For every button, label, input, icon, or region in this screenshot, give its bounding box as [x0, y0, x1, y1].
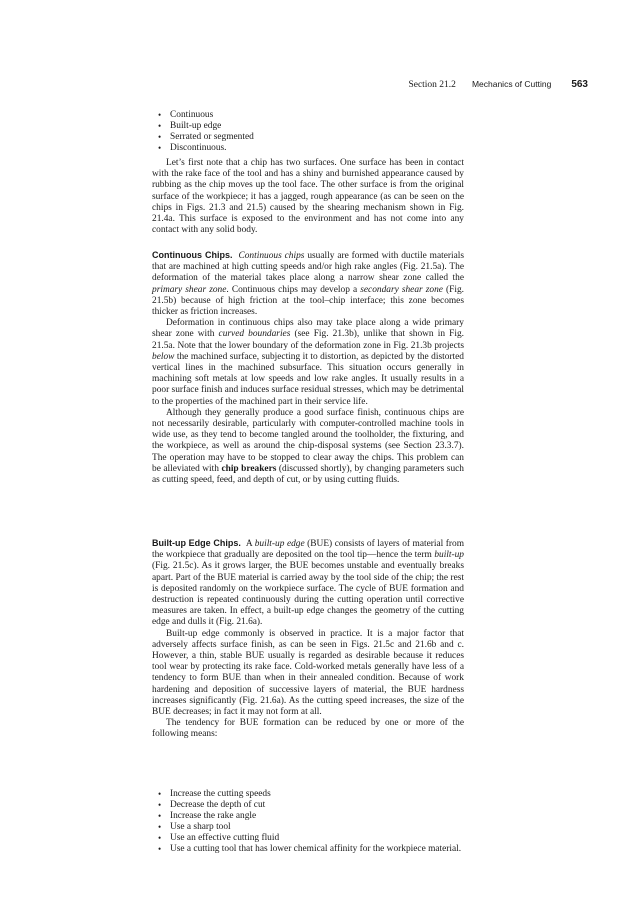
chip-types-list [152, 110, 464, 154]
list-item: • Discontinuous. [152, 143, 464, 154]
bue-paragraph-3: The tendency for BUE formation can be reduced by one or more of the following means: [152, 718, 464, 740]
list-item: • Increase the rake angle [152, 811, 464, 822]
section-heading: Continuous Chips. [152, 250, 233, 260]
intro-section [152, 158, 464, 236]
bue-paragraph-2: Built-up edge commonly is observed in practice. It is a major factor that adversely affects surface finish, as can be seen in Figs. 21.5c and 21.6b and c. However, a thin, stable BUE usually is regarded as desirable because it reduces tool wear by protecting its rake face. Cold-worked metals generally have less of a tendency to form BUE than when in their annealed condition. Because of work hardening and deposition of successive layers of material, the BUE hardness increases significantly (Fig. 21.6a). As the cutting speed increases, the size of the BUE decreases; in fact it may not form at all. [152, 628, 464, 718]
continuous-chips-section [152, 250, 464, 486]
continuous-paragraph-3: Although they generally produce a good surface finish, continuous chips are not necessarily desirable, particularly with computer-controlled machine tools in wide use, as they tend to become tangled around the toolholder, the fixturing, and the workpiece, as well as around the chip-disposal systems (see Section 23.3.7). The operation may have to be stopped to clear away the chips. This problem can be alleviated with chip breakers (discussed shortly), by changing parameters such as cutting speed, feed, and depth of cut, or by using cutting fluids. [152, 407, 464, 486]
bue-measures-list [152, 789, 464, 855]
running-head [408, 78, 588, 91]
list-item: • Increase the cutting speeds [152, 789, 464, 800]
section-heading: Built-up Edge Chips. [152, 538, 241, 548]
intro-paragraph: Let’s first note that a chip has two surfaces. One surface has been in contact with the rake face of the tool and has a shiny and burnished appearance caused by rubbing as the chip moves up the tool face. The other surface is from the original surface of the workpiece; it has a jagged, rough appearance (as can be seen on the chips in Figs. 21.3 and 21.5) caused by the shearing mechanism shown in Fig. 21.4a. This surface is exposed to the environment and has not come into any contact with any solid body. [152, 158, 464, 236]
list-item: • Use a cutting tool that has lower chemical affinity for the workpiece material. [152, 844, 464, 855]
list-item: • Serrated or segmented [152, 132, 464, 143]
list-item: • Continuous [152, 110, 464, 121]
built-up-edge-section [152, 538, 464, 741]
list-item: • Use a sharp tool [152, 822, 464, 833]
chapter-title: Mechanics of Cutting [471, 79, 552, 89]
section-number: Section 21.2 [408, 80, 456, 90]
continuous-paragraph-1: Continuous Chips. Continuous chips usually are formed with ductile materials that are machined at high cutting speeds and/or high rake angles (Fig. 21.5a). The deformation of the material takes place along a narrow shear zone called the primary shear zone. Continuous chips may develop a secondary shear zone (Fig. 21.5b) because of high friction at the tool–chip interface; this zone becomes thicker as friction increases. [152, 250, 465, 318]
list-item: • Use an effective cutting fluid [152, 833, 464, 844]
continuous-paragraph-2: Deformation in continuous chips also may take place along a wide primary shear zone with curved boundaries (see Fig. 21.3b), unlike that shown in Fig. 21.5a. Note that the lower boundary of the deformation zone in Fig. 21.3b projects below the machined surface, subjecting it to distortion, as depicted by the distorted vertical lines in the machined subsurface. This situation occurs generally in machining soft metals at low speeds and low rake angles. It usually results in a poor surface finish and induces surface residual stresses, which may be detrimental to the properties of the machined part in their service life. [152, 318, 464, 407]
list-item: • Built-up edge [152, 121, 464, 132]
page-number: 563 [571, 79, 588, 90]
list-item: • Decrease the depth of cut [152, 800, 464, 811]
bue-paragraph-1: Built-up Edge Chips. A built-up edge (BUE) consists of layers of material from the workpiece that gradually are deposited on the tool tip—hence the term built-up (Fig. 21.5c). As it grows larger, the BUE becomes unstable and eventually breaks apart. Part of the BUE material is carried away by the tool side of the chip; the rest is deposited randomly on the workpiece surface. The cycle of BUE formation and destruction is repeated continuously during the cutting operation until corrective measures are taken. In effect, a built-up edge changes the geometry of the cutting edge and dulls it (Fig. 21.6a). [152, 538, 465, 628]
